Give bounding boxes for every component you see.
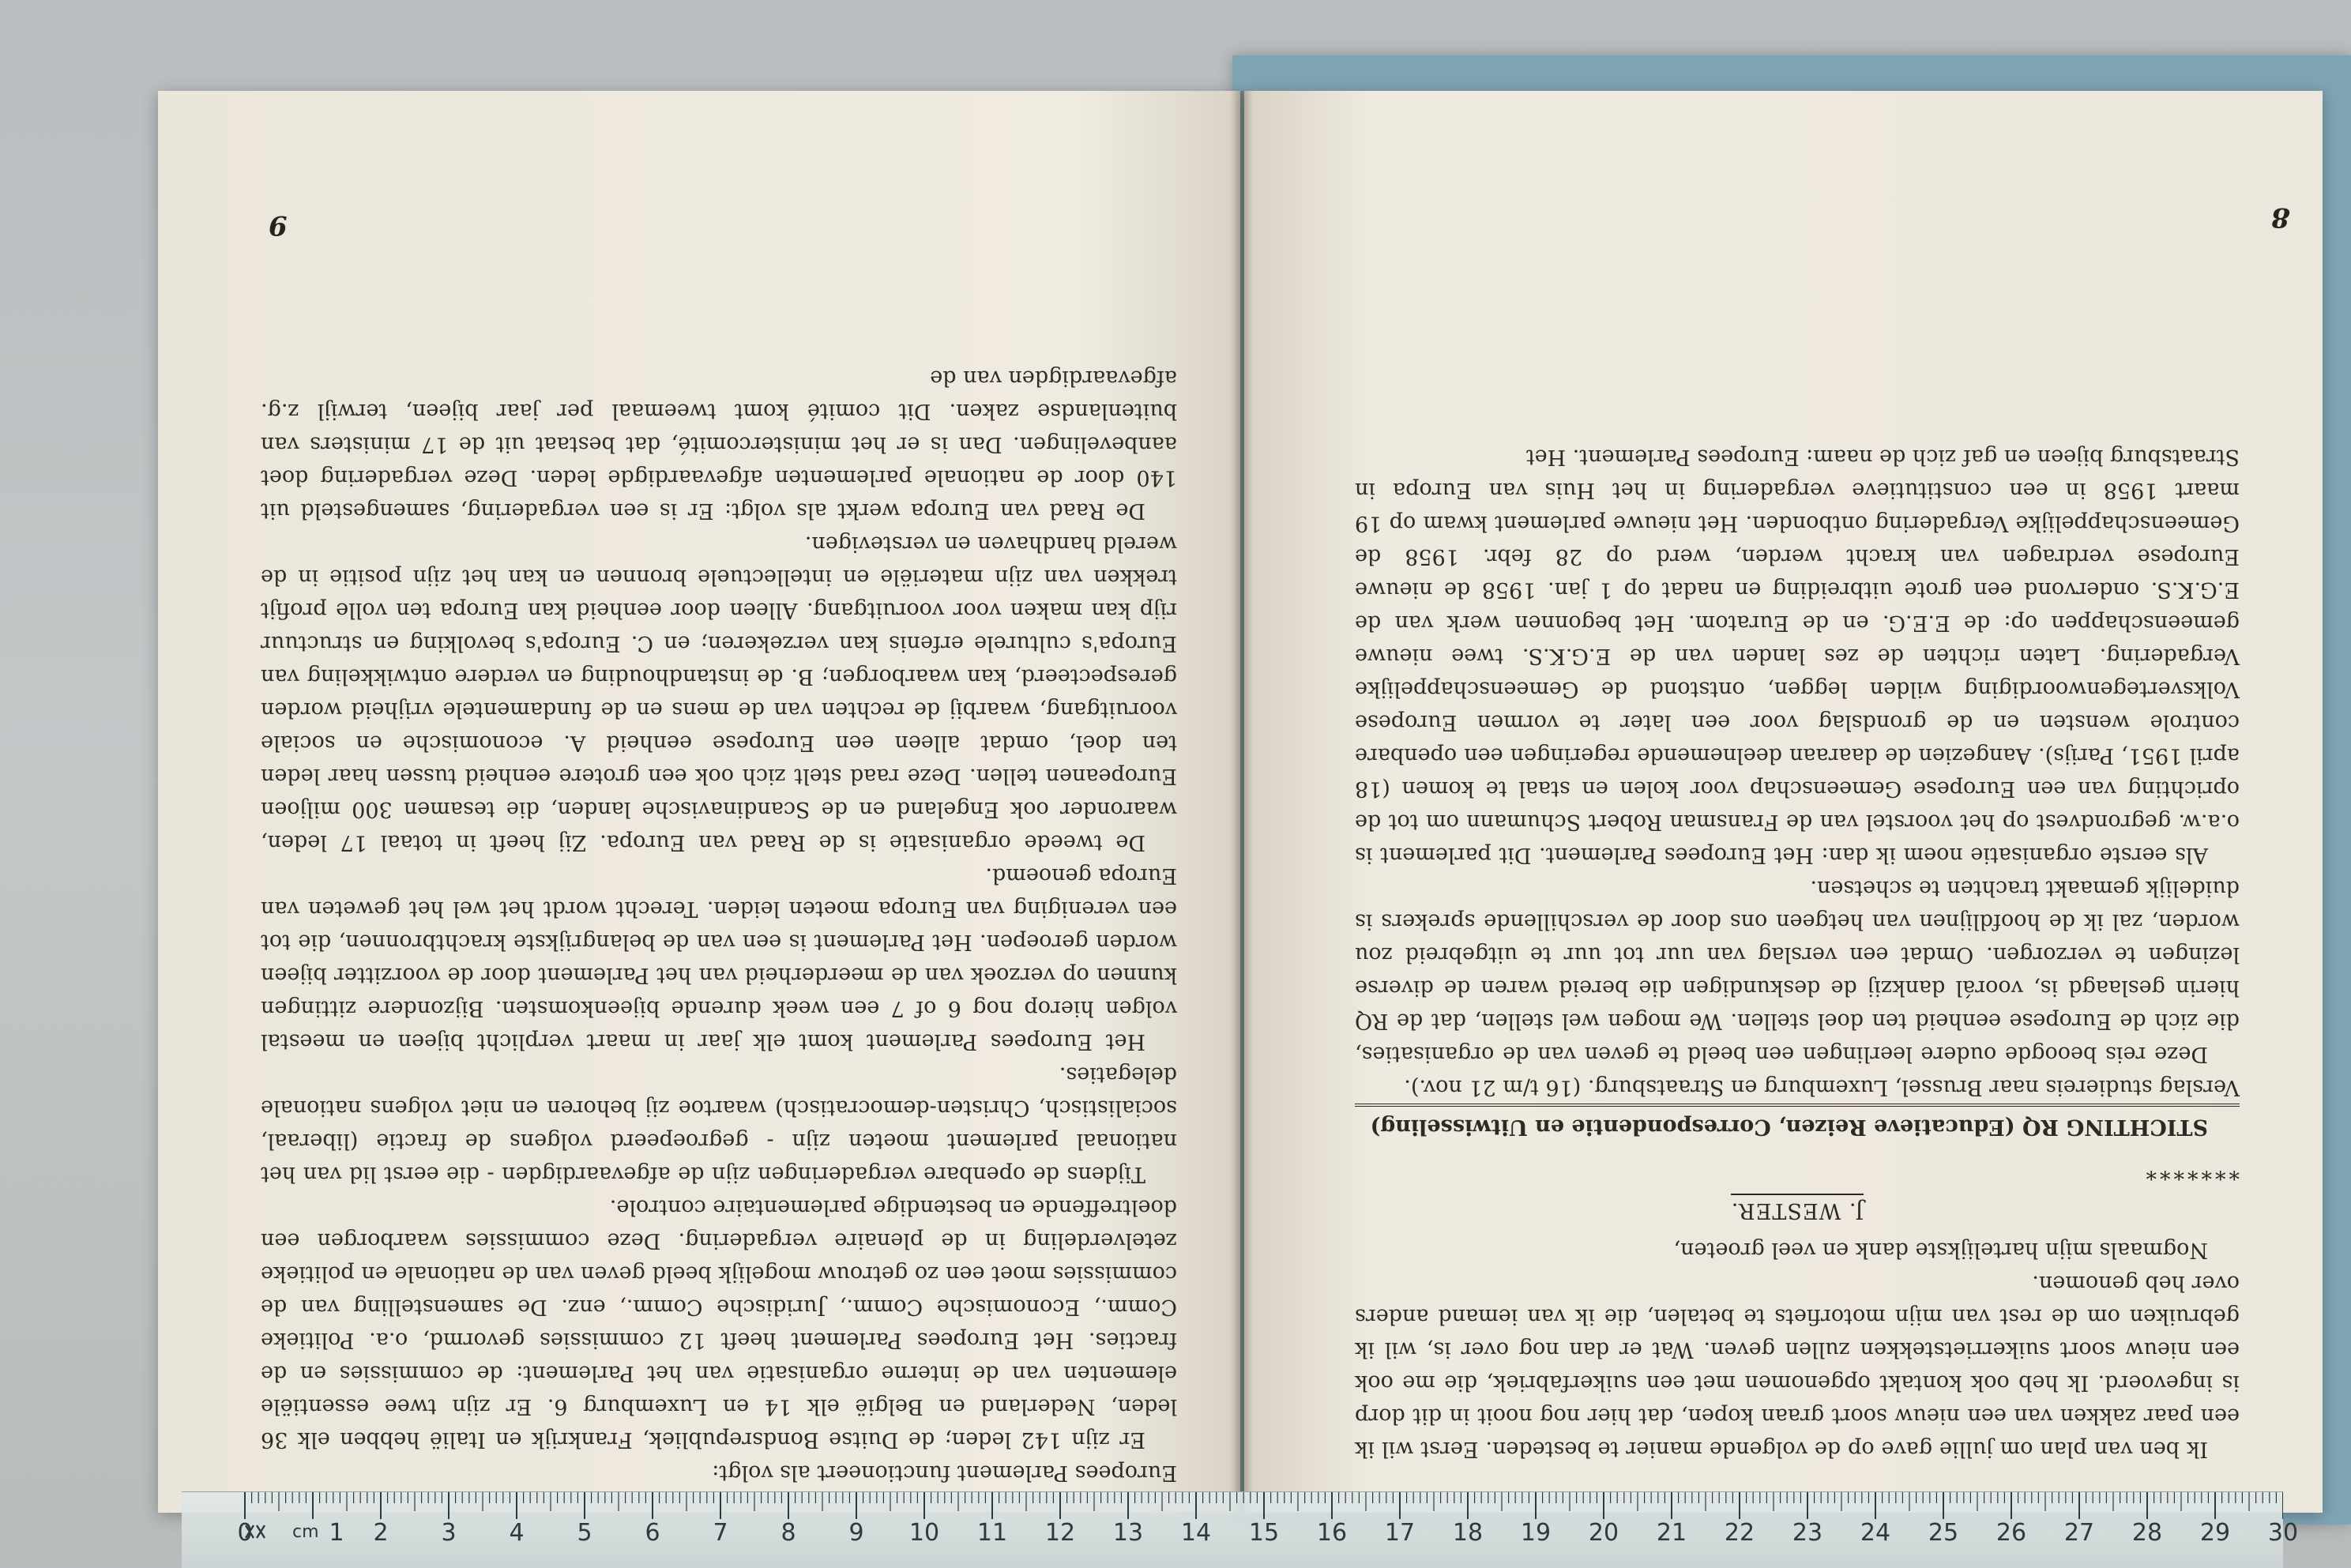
right-page: [1244, 91, 2323, 1513]
ruler-number: 19: [1520, 1519, 1552, 1547]
ruler-number: 0: [237, 1519, 253, 1547]
ruler-number: 1: [329, 1519, 344, 1547]
ruler-number: 4: [509, 1519, 525, 1547]
paragraph: Deze reis beoogde oudere leerlingen een beeld te geven van de organisaties, die zich de Europese eenheid ten doel stellen. We mogen wel stellen, dat de RQ hierin geslaagd is, voorál dankzij de deskundigen die bereid waren de diverse lezingen te verzorgen. Omdat een verslag van uur tot uur te uitgebreid zou worden, zal ik de hoofdlijnen van hetgeen ons door de verschillende sprekers is duidelijk gemaakt trachten te schetsen.: [1355, 876, 2240, 1066]
paragraph: De Raad van Europa werkt als volgt: Er is een vergadering, samengesteld uit 140 door de nationale parlementen afgevaardigde leden. Deze vergadering doet aanbevelingen. Dan is er het ministercomité, dat bestaat uit de 17 ministers van buitenlandse zaken. Dit comité komt tweemaal per jaar bijeen, terwijl z.g. afgevaardigden van de: [261, 366, 1177, 523]
ruler-number: 5: [577, 1519, 592, 1547]
ruler-number: 28: [2131, 1519, 2163, 1547]
ruler-unit-label: cm: [292, 1522, 319, 1542]
page-number-right: 8: [2271, 201, 2290, 233]
ruler-number: 7: [713, 1519, 728, 1547]
paragraph: De tweede organisatie is de Raad van Europa. Zij heeft in totaal 17 leden, waaronder ook Engeland en de Scandinavische landen, die tesamen 300 miljoen Europeanen tellen. Deze raad stelt zich ook een grotere eenheid tussen haar leden ten doel, omdat alleen een Europese eenheid A. economische en sociale vooruitgang, waarbij de rechten van de mens en de fundamentele vrijheid worden gerespecteerd, kan waarborgen; B. de instandhouding en verdere ontwikkeling van Europa's culturele erfenis kan verzekeren; en C. Europa's bevolking en structuur rijp kan maken voor vooruitgang. Alleen door eenheid kan Europa ten volle profijt trekken van zijn materiële en intellectuele bronnen en kan het zijn positie in de wereld handhaven en verstevigen.: [261, 532, 1177, 855]
paragraph: Het Europees Parlement komt elk jaar in maart verplicht bijeen en meestal volgen hierop nog 6 of 7 een week durende bijeenkomsten. Bijzondere zittingen kunnen op verzoek van de meerderheid van het Parlement door de voorzitter bijeen worden geroepen. Het Parlement is een van de belangrijkste krachtbronnen, die tot een vereniging van Europa moeten leiden. Terecht wordt het wel het geweten van Europa genoemd.: [261, 863, 1177, 1054]
ruler-number: 14: [1180, 1519, 1212, 1547]
ruler-number: 2: [373, 1519, 389, 1547]
ruler-ticks: [182, 1492, 2283, 1524]
ruler-number: 21: [1656, 1519, 1687, 1547]
report-title: Verslag studiereis naar Brussel, Luxemburg en Straatsburg. (16 t/m 21 nov.).: [1404, 1075, 2240, 1100]
signature: [1355, 1194, 2240, 1227]
open-booklet: [158, 91, 2323, 1513]
page-number-left: 9: [269, 209, 288, 241]
signature-text: J. WESTER.: [1731, 1194, 1864, 1223]
ruler-number: 27: [2063, 1519, 2095, 1547]
ruler-number: 16: [1316, 1519, 1348, 1547]
paragraph: Ik ben van plan om jullie gave op de volgende manier te besteden. Eerst wil ik een paar zakken van een nieuw soort graan kopen, dat hier nog nooit in dit dorp is ingevoerd. Ik heb ook kontakt opgenomen met een suikerfabriek, die me ook een nieuw soort suikerrietstekken zullen geven. Wat er dan nog over is, wil ik gebruiken om de rest van mijn motorfiets te betalen, die ik van iemand anders over heb genomen.: [1355, 1271, 2240, 1461]
greeting: Nogmaals mijn hartelijkste dank en veel groeten,: [1673, 1238, 2208, 1262]
ruler-number: 10: [908, 1519, 940, 1547]
ruler-number: 6: [645, 1519, 660, 1547]
right-page-text: [1355, 201, 2240, 1465]
section-heading: STICHTING RQ (Educatieve Reizen, Correspondentie en Uitwisseling): [1355, 1104, 2240, 1143]
ruler-number: 23: [1792, 1519, 1823, 1547]
ruler-number: 12: [1044, 1519, 1076, 1547]
ruler-number: 25: [1928, 1519, 1959, 1547]
ruler-number: 8: [781, 1519, 796, 1547]
ruler-number: 3: [441, 1519, 457, 1547]
ruler-number: 29: [2199, 1519, 2231, 1547]
paragraph: Als eerste organisatie noem ik dan: Het Europees Parlement. Dit parlement is o.a.w. gegrondvest op het voorstel van de Fransman Robert Schumann om tot de oprichting van een Europese Gemeenschap voor kolen en staal te komen (18 april 1951, Parijs). Aangezien de daaraan deelnemende regeringen een openbare controle wensten en de grondslag voor een later te vormen Europese Volksvertegenwoordiging wilden leggen, ontstond de Gemeenschappelijke Vergadering. Laten richten de zes landen van de E.G.K.S. twee nieuwe gemeenschappen op: de E.E.G. en de Euratom. Het begonnen werk van de E.G.K.S. ondervond een grote uitbreiding en nadat op 1 jan. 1958 de nieuwe Europese verdragen van kracht werden, werd op 28 febr. 1958 de Gemeenschappelijke Vergadering ontbonden. Het nieuwe parlement kwam op 19 maart 1958 in een constitutieve vergadering in het Huis van Europa in Straatsburg bijeen en gaf zich de naam: Europees Parlement. Het: [1355, 445, 2240, 867]
ruler-number: 11: [976, 1519, 1008, 1547]
ruler-number: 9: [848, 1519, 864, 1547]
ruler-number: 22: [1724, 1519, 1755, 1547]
paragraph: Europees Parlement functioneert als volgt:: [712, 1461, 1177, 1485]
ruler-number: 13: [1112, 1519, 1144, 1547]
paragraph: Er zijn 142 leden; de Duitse Bondsrepubliek, Frankrijk en Italië hebben elk 36 leden, Nederland en België elk 14 en Luxemburg 6. Er zijn twee essentiële elementen van de interne organisatie van het Parlement: de commissies en de fracties. Het Europees Parlement heeft 12 commissies gevormd, o.a. Politieke Comm., Economische Comm., Juridische Comm., enz. De samenstelling van de commissies moet een zo getrouw mogelijk beeld geven van de nationale en politieke zetelverdeling in de plenaire vergadering. Deze commissies waarborgen een doeltreffende en bestendige parlementaire controle.: [261, 1195, 1177, 1452]
ruler-number: 26: [1996, 1519, 2027, 1547]
ruler-number: 17: [1384, 1519, 1416, 1547]
book-gutter: [1231, 91, 1253, 1513]
ruler-number: 20: [1588, 1519, 1619, 1547]
separator: *******: [2142, 1159, 2240, 1183]
left-page: [158, 91, 1240, 1513]
paragraph: Tijdens de openbare vergaderingen zijn de afgevaardigden - die eerst lid van het nationaal parlement moeten zijn - gegroepeerd volgens de fractie (liberaal, socialistisch, Christen-democratisch) waartoe zij behoren en niet volgens nationale delegaties.: [261, 1062, 1177, 1186]
ruler-number: 24: [1860, 1519, 1891, 1547]
ruler-number: 15: [1248, 1519, 1280, 1547]
ruler-number: 30: [2267, 1519, 2299, 1547]
ruler: [182, 1491, 2299, 1568]
ruler-number: 18: [1452, 1519, 1484, 1547]
left-page-text: [261, 225, 1177, 1489]
